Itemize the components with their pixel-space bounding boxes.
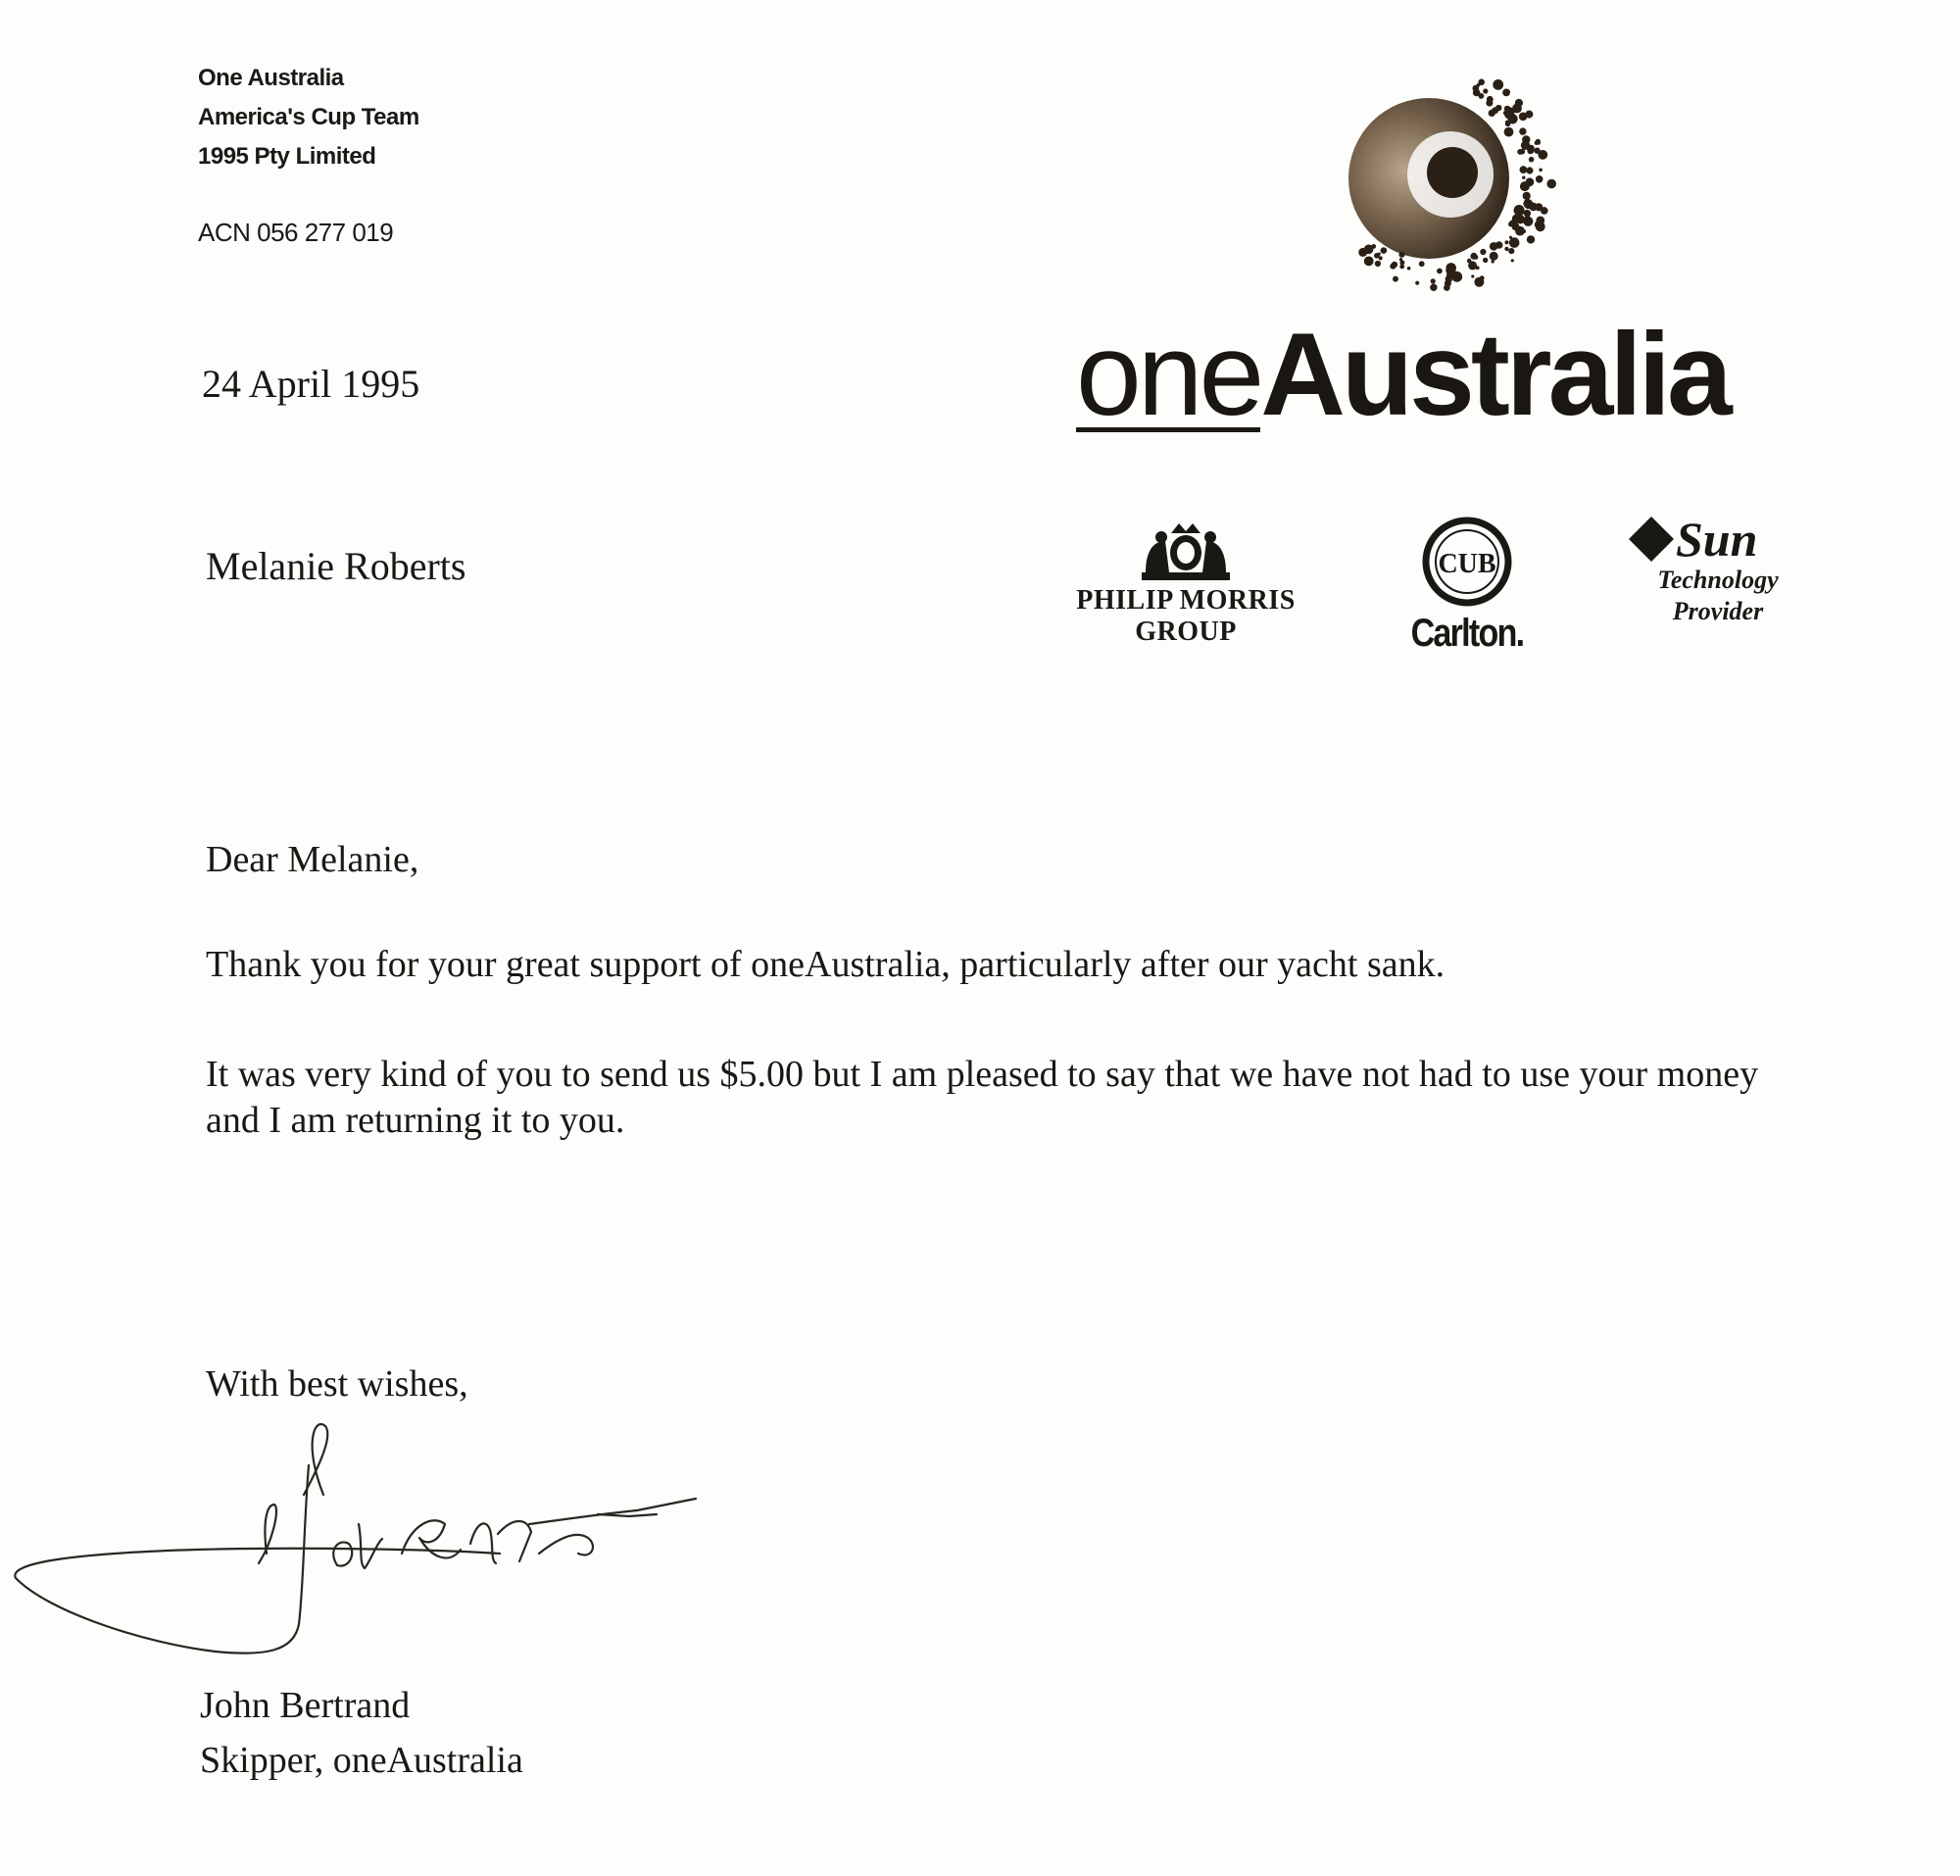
emblem-speckle [1522, 176, 1525, 179]
emblem-speckle [1520, 149, 1526, 155]
cub-monogram-text: CUB [1438, 549, 1496, 579]
emblem-speckle [1509, 237, 1520, 248]
emblem-speckle [1486, 100, 1493, 107]
company-name-line: 1995 Pty Limited [198, 143, 376, 170]
emblem-speckle [1446, 272, 1453, 279]
emblem-speckle [1398, 252, 1404, 258]
emblem-speckle [1505, 122, 1511, 127]
carlton-label: Carlton. [1410, 612, 1524, 655]
body-paragraph: Thank you for your great support of oneAustralia, particularly after our yacht sank. [206, 944, 1446, 985]
emblem-speckle [1526, 177, 1535, 186]
philip-morris-label: PHILIP MORRIS [1076, 585, 1296, 616]
emblem-speckle [1527, 235, 1535, 243]
salutation: Dear Melanie, [206, 839, 419, 880]
emblem-speckle [1415, 281, 1419, 285]
emblem-speckle [1358, 248, 1367, 257]
emblem-speckle [1430, 284, 1437, 291]
emblem-speckle [1505, 89, 1510, 94]
recipient-name: Melanie Roberts [206, 544, 466, 588]
emblem-speckle [1524, 210, 1531, 217]
closing: With best wishes, [206, 1363, 468, 1405]
emblem-speckle [1468, 261, 1477, 270]
company-name-line: America's Cup Team [198, 104, 419, 130]
emblem-speckle [1536, 139, 1541, 144]
emblem-speckle [1504, 240, 1508, 244]
emblem-speckle [1525, 111, 1533, 119]
emblem-speckle [1477, 83, 1481, 87]
emblem-speckle [1474, 255, 1479, 260]
emblem-speckle [1520, 166, 1528, 173]
emblem-speckle [1364, 257, 1374, 267]
carlton-sponsor-logo [1384, 516, 1550, 655]
emblem-speckle [1474, 277, 1484, 287]
emblem-speckle [1471, 274, 1474, 277]
emblem-speckle [1536, 175, 1544, 183]
emblem-speckle [1375, 261, 1381, 267]
handwritten-signature [10, 1407, 813, 1671]
wordmark-one: one [1076, 309, 1261, 440]
emblem-speckle [1519, 127, 1526, 134]
acn-number: ACN 056 277 019 [198, 218, 394, 247]
philip-morris-sponsor-logo [1068, 519, 1303, 647]
emblem-speckle [1379, 256, 1383, 260]
emblem-speckle [1511, 259, 1514, 262]
sun-diamond-icon [1627, 515, 1676, 564]
sun-tagline: Provider [1672, 597, 1764, 625]
emblem-speckle [1381, 247, 1388, 254]
emblem-speckle [1546, 179, 1556, 189]
emblem-speckle [1492, 260, 1494, 263]
body-paragraph: It was very kind of you to send us $5.00 but I am pleased to say that we have not had to use your money and I am returning it to you. [206, 1054, 1759, 1141]
signer-name: John Bertrand [200, 1685, 411, 1726]
emblem-speckle [1490, 255, 1494, 259]
emblem-speckle [1419, 261, 1425, 267]
emblem-speckle [1390, 264, 1396, 270]
emblem-speckle [1529, 157, 1535, 163]
emblem-speckle [1503, 111, 1507, 115]
sun-tagline: Technology [1657, 566, 1779, 594]
emblem-speckle [1534, 148, 1540, 154]
emblem-speckle [1539, 169, 1543, 173]
emblem-speckle [1431, 278, 1436, 283]
emblem-speckle [1399, 260, 1404, 265]
emblem-speckle [1526, 140, 1529, 143]
emblem-speckle [1504, 127, 1514, 137]
cub-monogram-icon [1421, 516, 1513, 608]
emblem-speckle [1393, 276, 1398, 282]
oneaustralia-wordmark [1076, 309, 1729, 443]
emblem-speckle [1512, 222, 1520, 230]
sun-sponsor-logo [1627, 514, 1803, 627]
emblem-speckle [1495, 241, 1503, 249]
emblem-speckle [1536, 217, 1544, 225]
emblem-speckle [1483, 88, 1488, 93]
letter-date: 24 April 1995 [202, 362, 420, 406]
sun-label: Sun [1676, 512, 1758, 567]
emblem-speckle [1480, 249, 1486, 255]
company-name-line: One Australia [198, 65, 344, 91]
emblem-speckle [1523, 192, 1531, 200]
emblem-speckle [1504, 247, 1508, 251]
emblem-speckle [1527, 147, 1534, 154]
wordmark-australia: Australia [1260, 309, 1729, 440]
sender-company-block [198, 59, 419, 176]
emblem-speckle [1437, 269, 1443, 274]
signer-title: Skipper, oneAustralia [200, 1740, 523, 1781]
emblem-speckle [1407, 267, 1411, 271]
emblem-speckle [1541, 207, 1548, 215]
emblem-speckle [1514, 205, 1525, 216]
emblem-speckle [1483, 258, 1488, 263]
philip-morris-label: GROUP [1135, 617, 1237, 647]
emblem-speckle [1526, 167, 1533, 173]
emblem-speckle [1516, 215, 1525, 223]
emblem-speckle [1524, 200, 1534, 210]
emblem-speckle [1498, 105, 1502, 109]
emblem-speckle [1493, 79, 1503, 90]
philip-morris-crest-icon [1132, 519, 1240, 584]
emblem-speckle [1508, 248, 1514, 254]
oneaustralia-emblem-logo [1323, 59, 1558, 304]
emblem-speckle [1512, 104, 1522, 114]
emblem-speckle [1444, 284, 1450, 291]
